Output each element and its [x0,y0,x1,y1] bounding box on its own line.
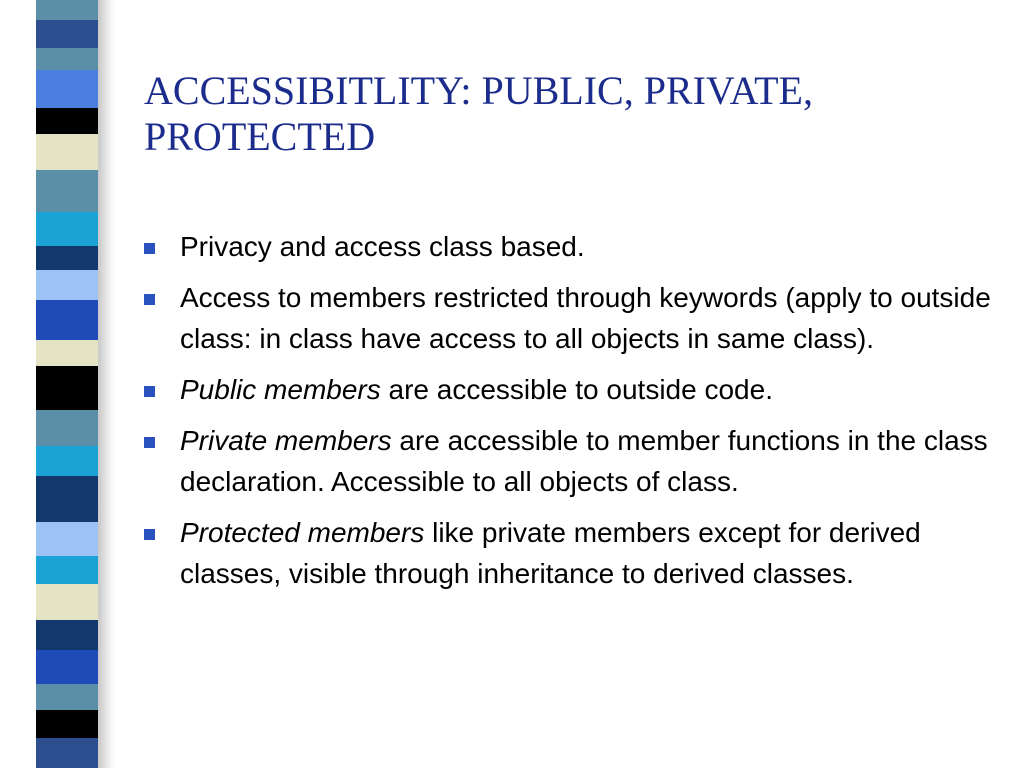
bullet-text: are accessible to outside code. [380,374,773,405]
square-bullet-icon [144,386,155,397]
stripe-band [36,738,98,768]
square-bullet-icon [144,243,155,254]
stripe-band [36,584,98,620]
bullet-item [144,226,1004,267]
stripe-band [36,556,98,584]
stripe-band [36,134,98,170]
stripe-band [36,300,98,340]
stripe-band [36,48,98,70]
slide-title: ACCESSIBITLITY: PUBLIC, PRIVATE, PROTECTED [144,68,813,159]
decorative-stripe-bar [36,0,98,768]
stripe-band [36,446,98,476]
stripe-band [36,410,98,446]
square-bullet-icon [144,529,155,540]
stripe-band [36,620,98,650]
bullet-item [144,512,1004,594]
stripe-band [36,70,98,108]
square-bullet-icon [144,437,155,448]
stripe-band [36,710,98,738]
stripe-band [36,650,98,684]
bullet-item [144,420,1004,502]
stripe-band [36,366,98,410]
stripe-band [36,476,98,522]
square-bullet-icon [144,294,155,305]
stripe-band [36,522,98,556]
stripe-band [36,0,98,20]
stripe-band [36,246,98,270]
bullet-text: Access to members restricted through keywords (apply to outside class: in class have access to all objects in same class). [180,282,991,354]
bullet-emphasis: Private members [180,425,392,456]
stripe-band [36,108,98,134]
bullet-item [144,277,1004,359]
stripe-shadow [98,0,116,768]
stripe-band [36,212,98,246]
bullet-list [144,226,1004,604]
bullet-item [144,369,1004,410]
stripe-band [36,340,98,366]
stripe-band [36,270,98,300]
bullet-emphasis: Protected members [180,517,425,548]
stripe-band [36,170,98,212]
stripe-graphic [36,0,98,768]
stripe-band [36,684,98,710]
bullet-text: are accessible to member functions in the class declaration. Accessible to all objects of class. [180,425,988,497]
stripe-band [36,20,98,48]
bullet-text: like private members except for derived classes, visible through inheritance to derived classes. [180,517,921,589]
bullet-text: Privacy and access class based. [180,231,585,262]
bullet-emphasis: Public members [180,374,381,405]
